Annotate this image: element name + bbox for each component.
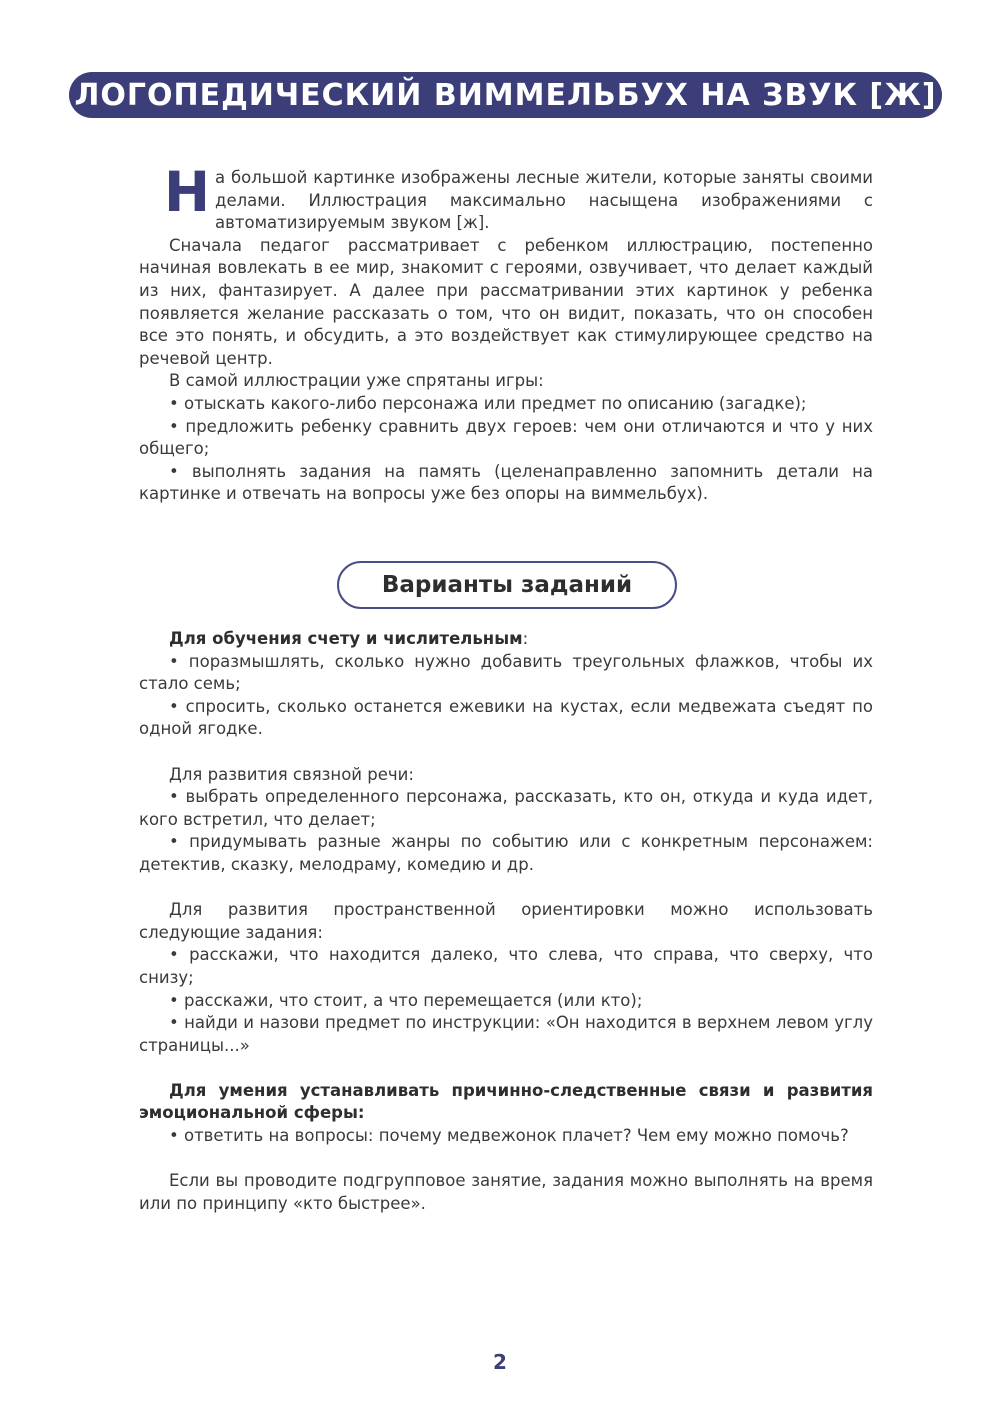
counting-heading: Для обучения счету и числительным — [169, 629, 523, 648]
drop-cap: Н — [164, 160, 211, 224]
games-bullet-2: • предложить ребенку сравнить двух героев: чем они отличаются и что у них общего; — [139, 416, 873, 459]
counting-heading-colon: : — [522, 629, 529, 648]
speech-heading: Для развития связной речи: — [169, 764, 414, 784]
games-bullet-3: • выполнять задания на память (целенаправленно запомнить детали на картинке и отвечать на вопросы уже без опоры на виммельбух). — [139, 461, 873, 504]
intro-paragraph-2: Сначала педагог рассматривает с ребенком иллюстрацию, постепенно начиная вовлекать в ее мир, знакомит с героями, озвучивает, что делает каждый из них, фантазирует. А далее при рассматривании этих картинок у ребенка появляется желание рассказать о том, что он видит, показать, что он способен все это понять, и обсудить, а это воздействует как стимулирующее средство на речевой центр. — [139, 235, 873, 368]
variants-section — [139, 628, 873, 1215]
counting-bullet-1: • поразмышлять, сколько нужно добавить треугольных флажков, чтобы их стало семь; — [139, 651, 873, 694]
speech-bullet-1: • выбрать определенного персонажа, рассказать, кто он, откуда и куда идет, кого встретил, что делает; — [139, 787, 873, 829]
intro-paragraph-3: В самой иллюстрации уже спрятаны игры: — [169, 371, 544, 391]
intro-paragraph-1-text: а большой картинке изображены лесные жители, которые заняты своими делами. Иллюстрация максимально насыщена изображениями с автоматизируемым звуком [ж]. — [215, 168, 873, 233]
intro-section — [139, 160, 873, 506]
spatial-heading: Для развития пространственной ориентировки можно использовать следующие задания: — [139, 900, 873, 942]
page-number: 2 — [493, 1350, 507, 1374]
games-bullet-1: • отыскать какого-либо персонажа или предмет по описанию (загадке); — [169, 393, 807, 413]
speech-bullet-2: • придумывать разные жанры по событию или с конкретным персонажем: детектив, сказку, мелодраму, комедию и др. — [139, 832, 873, 874]
group-note: Если вы проводите подгрупповое занятие, задания можно выполнять на время или по принципу «кто быстрее». — [139, 1171, 873, 1213]
page-title: ЛОГОПЕДИЧЕСКИЙ ВИММЕЛЬБУХ НА ЗВУК [Ж] — [74, 77, 937, 113]
counting-heading-line — [139, 628, 873, 651]
spatial-bullet-3: • найди и назови предмет по инструкции: «Он находится в верхнем левом углу страницы...» — [139, 1013, 873, 1055]
section-heading: Варианты заданий — [381, 572, 633, 598]
counting-bullet-2: • спросить, сколько останется ежевики на кустах, если медвежата съедят по одной ягодке. — [139, 696, 873, 739]
page-title-banner — [69, 72, 942, 118]
spatial-bullet-1: • расскажи, что находится далеко, что слева, что справа, что сверху, что снизу; — [139, 945, 873, 987]
spatial-bullet-2: • расскажи, что стоит, а что перемещается (или кто); — [169, 990, 643, 1010]
intro-paragraph-1 — [139, 160, 873, 235]
causal-bullet-1: • ответить на вопросы: почему медвежонок плачет? Чем ему можно помочь? — [169, 1126, 849, 1146]
causal-heading: Для умения устанавливать причинно-следственные связи и развития эмоциональной сферы: — [139, 1080, 873, 1123]
section-heading-pill — [337, 561, 677, 609]
